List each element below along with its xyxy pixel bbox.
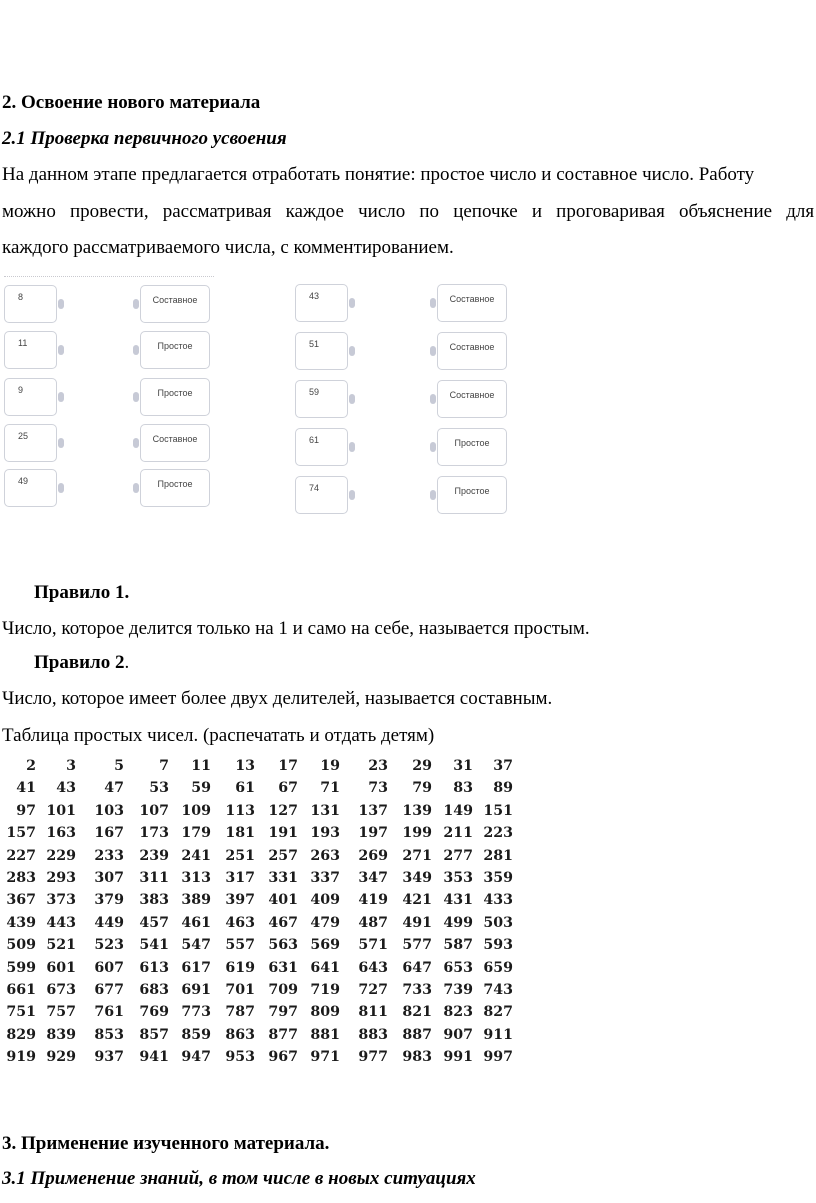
prime-number: 947 [181,1049,211,1066]
prime-number: 523 [94,937,124,954]
prime-number: 941 [139,1049,169,1066]
answer-card[interactable]: Составное [437,284,507,322]
prime-number: 113 [225,802,255,819]
connector-knob[interactable] [133,345,139,355]
prime-number: 269 [358,847,388,864]
prime-number: 151 [483,802,513,819]
prime-number: 281 [483,847,513,864]
connector-knob[interactable] [133,438,139,448]
prime-number: 2 [26,758,36,774]
prime-number: 809 [310,1004,340,1021]
prime-number: 859 [181,1026,211,1043]
prime-number: 31 [453,758,473,774]
prime-number: 877 [268,1026,298,1043]
prime-number: 691 [181,981,211,998]
prime-number: 409 [310,892,340,909]
prime-number: 17 [278,758,298,774]
prime-number: 709 [268,981,298,998]
prime-number: 647 [402,959,432,976]
prime-number: 607 [94,959,124,976]
paragraph-word: проговаривая [556,201,665,222]
prime-number: 863 [225,1026,255,1043]
prime-number: 47 [104,780,124,797]
section-heading: 2. Освоение нового материала [2,92,261,113]
prime-number: 563 [268,937,298,954]
prime-number: 307 [94,869,124,886]
prime-number: 641 [310,959,340,976]
answer-card[interactable]: Составное [140,285,210,323]
prime-number: 673 [46,981,76,998]
answer-card[interactable]: Составное [140,424,210,462]
prime-number: 821 [402,1004,432,1021]
number-card[interactable]: 11 [4,331,57,369]
prime-number: 593 [483,937,513,954]
prime-number: 773 [181,1004,211,1021]
prime-number: 619 [225,959,255,976]
prime-number: 601 [46,959,76,976]
prime-number: 463 [225,914,255,931]
prime-number: 79 [412,780,432,797]
prime-number: 5 [114,758,124,774]
prime-number: 911 [483,1026,513,1043]
connector-knob[interactable] [133,483,139,493]
prime-number: 61 [235,780,255,797]
prime-number: 569 [310,937,340,954]
prime-number: 19 [320,758,340,774]
section-subheading: 2.1 Проверка первичного усвоения [2,128,287,149]
paragraph-line-1: На данном этапе предлагается отработать понятие: простое число и составное число. Работу [2,164,755,185]
prime-number: 29 [412,758,432,774]
prime-number: 271 [402,847,432,864]
number-card[interactable]: 59 [295,380,348,418]
prime-number: 829 [6,1026,36,1043]
paragraph-word: и [531,201,543,222]
prime-number: 971 [310,1049,340,1066]
prime-number: 761 [94,1004,124,1021]
prime-number: 577 [402,937,432,954]
rule1-title: Правило 1. [34,582,130,603]
prime-number: 587 [443,937,473,954]
prime-number: 643 [358,959,388,976]
rule2-title: Правило 2 [34,652,125,673]
prime-number: 571 [358,937,388,954]
answer-card[interactable]: Простое [140,331,210,369]
prime-number: 457 [139,914,169,931]
prime-number: 449 [94,914,124,931]
prime-number: 193 [310,825,340,842]
prime-number: 883 [358,1026,388,1043]
connector-knob[interactable] [430,394,436,404]
section3-subheading: 3.1 Применение знаний, в том числе в новых ситуациях [2,1168,476,1189]
prime-number: 499 [443,914,473,931]
answer-card[interactable]: Простое [437,428,507,466]
prime-number: 239 [139,847,169,864]
number-card[interactable]: 9 [4,378,57,416]
prime-number: 3 [66,758,76,774]
connector-knob[interactable] [430,442,436,452]
prime-number: 983 [402,1049,432,1066]
answer-card[interactable]: Составное [437,332,507,370]
connector-knob[interactable] [58,299,64,309]
prime-number: 13 [235,758,255,774]
rule1-text: Число, которое делится только на 1 и само на себе, называется простым. [2,618,590,639]
prime-number: 389 [181,892,211,909]
prime-number: 857 [139,1026,169,1043]
prime-number: 421 [402,892,432,909]
prime-number: 107 [139,802,169,819]
prime-number: 751 [6,1004,36,1021]
paragraph-word: цепочке [453,201,518,222]
prime-number: 733 [402,981,432,998]
prime-number: 331 [268,869,298,886]
prime-number: 97 [16,802,36,819]
paragraph-word: провести, [70,201,149,222]
prime-number: 59 [191,780,211,797]
paragraph-word: по [419,201,440,222]
paragraph-word: для [786,201,815,222]
prime-number: 263 [310,847,340,864]
rule2-text: Число, которое имеет более двух делителей, называется составным. [2,688,553,709]
prime-number: 367 [6,892,36,909]
connector-knob[interactable] [133,299,139,309]
prime-number: 73 [368,780,388,797]
paragraph-word: каждое [285,201,344,222]
prime-number: 103 [94,802,124,819]
prime-number: 881 [310,1026,340,1043]
prime-number: 349 [402,869,432,886]
prime-number: 541 [139,937,169,954]
number-card[interactable]: 61 [295,428,348,466]
prime-number: 163 [46,825,76,842]
prime-number: 953 [225,1049,255,1066]
prime-number: 727 [358,981,388,998]
prime-number: 659 [483,959,513,976]
matching-game [0,276,530,516]
prime-number: 991 [443,1049,473,1066]
number-card[interactable]: 43 [295,284,348,322]
prime-number: 827 [483,1004,513,1021]
connector-knob[interactable] [58,345,64,355]
prime-number: 887 [402,1026,432,1043]
prime-number: 977 [358,1049,388,1066]
prime-number: 487 [358,914,388,931]
prime-number: 199 [402,825,432,842]
section3-heading: 3. Применение изученного материала. [2,1133,330,1154]
prime-number: 283 [6,869,36,886]
prime-number: 379 [94,892,124,909]
prime-number: 293 [46,869,76,886]
prime-number: 127 [268,802,298,819]
prime-number: 557 [225,937,255,954]
number-card[interactable]: 25 [4,424,57,462]
paragraph-word: рассматривая [162,201,272,222]
prime-number: 359 [483,869,513,886]
prime-number: 547 [181,937,211,954]
number-card[interactable]: 74 [295,476,348,514]
prime-number: 229 [46,847,76,864]
prime-number: 179 [181,825,211,842]
prime-number: 257 [268,847,298,864]
prime-number: 521 [46,937,76,954]
prime-number: 653 [443,959,473,976]
prime-number: 317 [225,869,255,886]
prime-number: 739 [443,981,473,998]
prime-number: 787 [225,1004,255,1021]
prime-number: 241 [181,847,211,864]
prime-number: 67 [278,780,298,797]
prime-number: 43 [56,780,76,797]
prime-number: 491 [402,914,432,931]
prime-number: 743 [483,981,513,998]
prime-number: 37 [493,758,513,774]
prime-number: 757 [46,1004,76,1021]
prime-number: 197 [358,825,388,842]
prime-number: 677 [94,981,124,998]
prime-number: 223 [483,825,513,842]
connector-knob[interactable] [430,298,436,308]
prime-number: 89 [493,780,513,797]
prime-number: 419 [358,892,388,909]
prime-number: 251 [225,847,255,864]
prime-number: 347 [358,869,388,886]
connector-knob[interactable] [58,392,64,402]
prime-number: 797 [268,1004,298,1021]
prime-number: 337 [310,869,340,886]
prime-number: 467 [268,914,298,931]
prime-number: 631 [268,959,298,976]
prime-number: 509 [6,937,36,954]
prime-number: 769 [139,1004,169,1021]
prime-number: 461 [181,914,211,931]
prime-number: 109 [181,802,211,819]
prime-number: 313 [181,869,211,886]
prime-number: 823 [443,1004,473,1021]
prime-number: 11 [191,758,211,774]
prime-number: 433 [483,892,513,909]
prime-number: 149 [443,802,473,819]
connector-knob[interactable] [349,394,355,404]
prime-number: 157 [6,825,36,842]
prime-number: 811 [358,1004,388,1021]
rule2-heading [34,652,129,674]
connector-knob[interactable] [430,490,436,500]
prime-number: 479 [310,914,340,931]
number-card[interactable]: 51 [295,332,348,370]
prime-number: 53 [149,780,169,797]
prime-number: 373 [46,892,76,909]
connector-knob[interactable] [349,490,355,500]
prime-number: 353 [443,869,473,886]
connector-knob[interactable] [349,298,355,308]
prime-number: 599 [6,959,36,976]
prime-number: 997 [483,1049,513,1066]
paragraph-line-3: каждого рассматриваемого числа, с комментированием. [2,237,454,258]
prime-number: 7 [159,758,169,774]
prime-number: 719 [310,981,340,998]
connector-knob[interactable] [349,346,355,356]
prime-number: 701 [225,981,255,998]
prime-number: 181 [225,825,255,842]
prime-number: 41 [16,780,36,797]
prime-number: 853 [94,1026,124,1043]
answer-card[interactable]: Простое [140,378,210,416]
prime-number: 839 [46,1026,76,1043]
prime-number: 167 [94,825,124,842]
prime-number: 227 [6,847,36,864]
prime-number: 277 [443,847,473,864]
connector-knob[interactable] [58,438,64,448]
game-top-border [4,276,214,280]
prime-number: 937 [94,1049,124,1066]
prime-number: 83 [453,780,473,797]
number-card[interactable]: 49 [4,469,57,507]
paragraph-word: число [358,201,406,222]
prime-number: 503 [483,914,513,931]
answer-card[interactable]: Простое [140,469,210,507]
paragraph-line-2 [2,201,814,223]
connector-knob[interactable] [133,392,139,402]
paragraph-word: объяснение [679,201,773,222]
prime-number: 443 [46,914,76,931]
prime-number: 101 [46,802,76,819]
prime-number: 233 [94,847,124,864]
connector-knob[interactable] [349,442,355,452]
prime-number: 683 [139,981,169,998]
prime-number: 397 [225,892,255,909]
prime-number: 173 [139,825,169,842]
prime-number: 311 [139,869,169,886]
prime-number: 131 [310,802,340,819]
answer-card[interactable]: Простое [437,476,507,514]
prime-number: 23 [368,758,388,774]
number-card[interactable]: 8 [4,285,57,323]
prime-number: 613 [139,959,169,976]
prime-number: 431 [443,892,473,909]
prime-number: 383 [139,892,169,909]
paragraph-word: можно [2,201,56,222]
prime-number: 929 [46,1049,76,1066]
prime-number: 191 [268,825,298,842]
prime-number: 71 [320,780,340,797]
connector-knob[interactable] [430,346,436,356]
rule2-dot: . [124,652,130,673]
table-caption: Таблица простых чисел. (распечатать и отдать детям) [2,725,435,746]
prime-number: 401 [268,892,298,909]
prime-number: 137 [358,802,388,819]
prime-number: 967 [268,1049,298,1066]
connector-knob[interactable] [58,483,64,493]
prime-number: 439 [6,914,36,931]
answer-card[interactable]: Составное [437,380,507,418]
prime-number: 211 [443,825,473,842]
prime-number: 907 [443,1026,473,1043]
prime-number: 139 [402,802,432,819]
prime-number: 919 [6,1049,36,1066]
prime-number: 661 [6,981,36,998]
prime-number: 617 [181,959,211,976]
